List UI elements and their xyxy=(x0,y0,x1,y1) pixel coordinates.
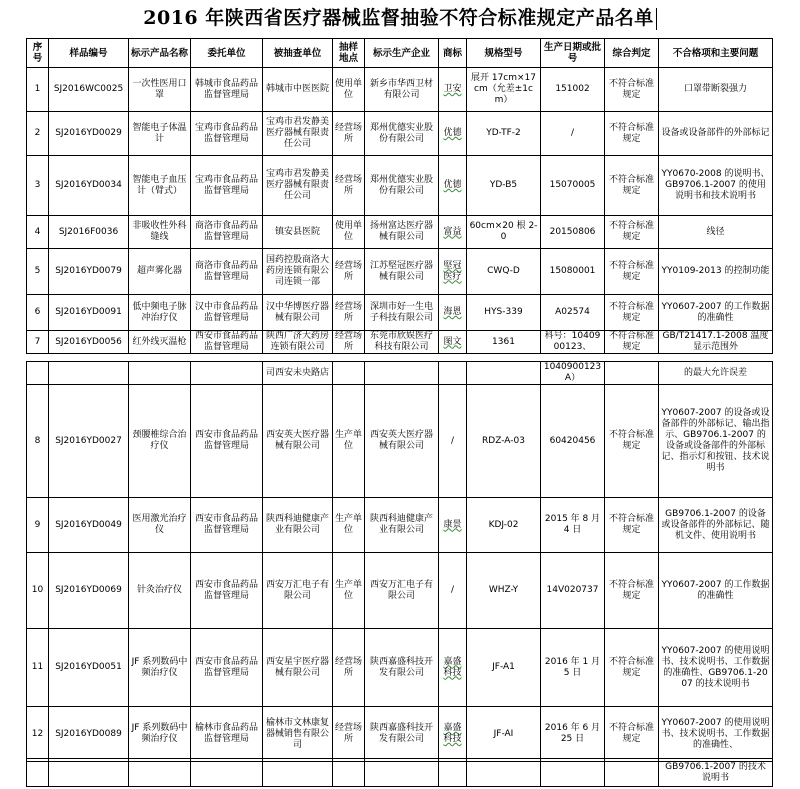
cell-verdict: 不符合标准规定 xyxy=(605,156,659,216)
cell-spec: RDZ-A-03 xyxy=(467,385,541,498)
cell-spec: WHZ-Y xyxy=(467,553,541,629)
cell-inspected: 西安星宇医疗器械有限公司 xyxy=(263,629,333,707)
cell-client: 韩城市食品药品监督管理局 xyxy=(191,68,263,112)
cell-issue: GB9706.1-2007 的技术说明书 xyxy=(659,759,773,787)
cell-brand: 嘉盛科技 xyxy=(439,629,467,707)
cell-inspected: 宝鸡市君发静美医疗器械有限责任公司 xyxy=(263,112,333,156)
cell-date: 2016 年 6 月 25 日 xyxy=(541,707,605,762)
cell-brand xyxy=(439,759,467,787)
table-row xyxy=(27,759,773,787)
cell-verdict: 不符合标准规定 xyxy=(605,498,659,553)
cell-place: 经营场所 xyxy=(333,295,365,331)
col-header: 标示产品名称 xyxy=(129,39,191,68)
cell-place: 生产单位 xyxy=(333,498,365,553)
cell-maker: 西安万汇电子有限公司 xyxy=(365,553,439,629)
cell-maker: 陕西嘉盛科技开发有限公司 xyxy=(365,707,439,762)
cell-spec: KDJ-02 xyxy=(467,498,541,553)
cell-maker: 东莞市欣娱医疗科技有限公司 xyxy=(365,331,439,354)
col-header: 综合判定 xyxy=(605,39,659,68)
table-row xyxy=(27,362,773,385)
cell-maker: 深圳市好一生电子科技有限公司 xyxy=(365,295,439,331)
cell-inspected xyxy=(263,759,333,787)
cell-date: 2015 年 8 月 4 日 xyxy=(541,498,605,553)
cell-issue: 线径 xyxy=(659,216,773,249)
cell-place: 经营场所 xyxy=(333,112,365,156)
table-row xyxy=(27,68,773,112)
cell-no: 6 xyxy=(27,295,49,331)
cell-name xyxy=(129,362,191,385)
cell-inspected: 榆林市文林康复器械销售有限公司 xyxy=(263,707,333,762)
cell-spec: 60cm×20 根 2-0 xyxy=(467,216,541,249)
col-header: 商标 xyxy=(439,39,467,68)
cell-verdict: 不符合标准规定 xyxy=(605,249,659,295)
col-header: 标示生产企业 xyxy=(365,39,439,68)
cell-issue: 设备或设备部件的外部标记 xyxy=(659,112,773,156)
cell-id: SJ2016YD0069 xyxy=(49,553,129,629)
cell-brand: 海恩 xyxy=(439,295,467,331)
cell-maker: 西安英大医疗器械有限公司 xyxy=(365,385,439,498)
cell-spec: JF-A1 xyxy=(467,629,541,707)
cell-name: 针灸治疗仪 xyxy=(129,553,191,629)
cell-place: 经营场所 xyxy=(333,629,365,707)
cell-spec: JF-AI xyxy=(467,707,541,762)
cell-issue: 口罩带断裂强力 xyxy=(659,68,773,112)
cell-issue: YY0607-2007 的工作数据的准确性 xyxy=(659,553,773,629)
cell-maker xyxy=(365,759,439,787)
cell-name: 颈腰椎综合治疗仪 xyxy=(129,385,191,498)
cell-issue: GB/T21417.1-2008 温度显示范围外 xyxy=(659,331,773,354)
cell-date: 2016 年 1 月 5 日 xyxy=(541,629,605,707)
cell-name: 红外线灭温枪 xyxy=(129,331,191,354)
table-row xyxy=(27,216,773,249)
col-header: 样品编号 xyxy=(49,39,129,68)
cell-client: 商洛市食品药品监督管理局 xyxy=(191,216,263,249)
cell-date: 科号：1040900123、 xyxy=(541,331,605,354)
cell-client: 榆林市食品药品监督管理局 xyxy=(191,707,263,762)
header-row xyxy=(27,39,773,68)
cell-place: 经营场所 xyxy=(333,331,365,354)
table-row xyxy=(27,112,773,156)
cell-maker: 陕西科迪健康产业有限公司 xyxy=(365,498,439,553)
cell-id: SJ2016WC0025 xyxy=(49,68,129,112)
cell-name: 超声雾化器 xyxy=(129,249,191,295)
cell-place: 经营场所 xyxy=(333,249,365,295)
cell-name: 医用激光治疗仪 xyxy=(129,498,191,553)
cell-no: 4 xyxy=(27,216,49,249)
cell-name: JF 系列数码中频治疗仪 xyxy=(129,629,191,707)
cell-verdict: 不符合标准规定 xyxy=(605,216,659,249)
cell-id: SJ2016YD0029 xyxy=(49,112,129,156)
table-row xyxy=(27,331,773,354)
cell-issue: YY0607-2007 的使用说明书、技术说明书、工作数据的准确性、GB9706.1-2007 的技术说明书 xyxy=(659,629,773,707)
cell-place: 生产单位 xyxy=(333,385,365,498)
cell-no: 7 xyxy=(27,331,49,354)
cell-verdict: 不符合标准规定 xyxy=(605,629,659,707)
cell-brand: / xyxy=(439,385,467,498)
cell-issue: GB9706.1-2007 的设备或设备部件的外部标记、随机文件、使用说明书 xyxy=(659,498,773,553)
cell-brand xyxy=(439,362,467,385)
title-text: 2016 年陕西省医疗器械监督抽验不符合标准规定产品名单 xyxy=(143,7,654,29)
cell-id: SJ2016F0036 xyxy=(49,216,129,249)
cell-no: 11 xyxy=(27,629,49,707)
cell-brand: 卫安 xyxy=(439,68,467,112)
cell-client xyxy=(191,759,263,787)
cell-id: SJ2016YD0034 xyxy=(49,156,129,216)
cell-client: 商洛市食品药品监督管理局 xyxy=(191,249,263,295)
cell-verdict: 不符合标准规定 xyxy=(605,331,659,354)
cell-brand: 康景 xyxy=(439,498,467,553)
col-header: 委托单位 xyxy=(191,39,263,68)
cell-issue: YY0607-2007 的工作数据的准确性 xyxy=(659,295,773,331)
table-row xyxy=(27,707,773,762)
cell-spec xyxy=(467,759,541,787)
cell-inspected: 陕西科迪健康产业有限公司 xyxy=(263,498,333,553)
cell-client: 西安市食品药品监督管理局 xyxy=(191,385,263,498)
product-table-page-2 xyxy=(26,361,773,762)
cell-date: 15080001 xyxy=(541,249,605,295)
cell-place xyxy=(333,362,365,385)
cell-issue: YY0607-2007 的使用说明书、技术说明书、工作数据的准确性、 xyxy=(659,707,773,762)
col-header: 被抽查单位 xyxy=(263,39,333,68)
col-header: 规格型号 xyxy=(467,39,541,68)
cell-inspected: 西安万汇电子有限公司 xyxy=(263,553,333,629)
cell-inspected: 韩城市中医医院 xyxy=(263,68,333,112)
cell-name: 非吸收性外科缝线 xyxy=(129,216,191,249)
cell-date: 1040900123A） xyxy=(541,362,605,385)
cell-id: SJ2016YD0051 xyxy=(49,629,129,707)
table-row xyxy=(27,629,773,707)
cell-client: 汉中市食品药品监督管理局 xyxy=(191,295,263,331)
cell-spec: 展开 17cm×17cm（允差±1cm） xyxy=(467,68,541,112)
cell-inspected: 镇安县医院 xyxy=(263,216,333,249)
cell-id xyxy=(49,759,129,787)
cell-brand: 嘉盛科技 xyxy=(439,707,467,762)
cell-name: 智能电子体温计 xyxy=(129,112,191,156)
cell-maker: 扬州富达医疗器械有限公司 xyxy=(365,216,439,249)
cell-name: JF 系列数码中频治疗仪 xyxy=(129,707,191,762)
cell-issue: 的最大允许误差 xyxy=(659,362,773,385)
cell-name xyxy=(129,759,191,787)
cell-spec: HYS-339 xyxy=(467,295,541,331)
cell-place: 使用单位 xyxy=(333,216,365,249)
cell-inspected: 国药控股商洛大药房连锁有限公司连锁一部 xyxy=(263,249,333,295)
cell-verdict: 不符合标准规定 xyxy=(605,68,659,112)
cell-name: 低中频电子脉冲治疗仪 xyxy=(129,295,191,331)
product-table-page-1 xyxy=(26,38,773,354)
cell-brand: 优德 xyxy=(439,156,467,216)
table-row xyxy=(27,553,773,629)
product-table-page-3 xyxy=(26,758,773,787)
cell-maker: 新乡市华西卫材有限公司 xyxy=(365,68,439,112)
col-header: 序号 xyxy=(27,39,49,68)
cell-no: 1 xyxy=(27,68,49,112)
cell-date: 20150806 xyxy=(541,216,605,249)
cell-date: 151002 xyxy=(541,68,605,112)
cell-inspected: 宝鸡市君发静美医疗器械有限责任公司 xyxy=(263,156,333,216)
cell-issue: YY0670-2008 的说明书、GB9706.1-2007 的使用说明书和技术说明书 xyxy=(659,156,773,216)
col-header: 抽样地点 xyxy=(333,39,365,68)
cell-no: 5 xyxy=(27,249,49,295)
cell-date xyxy=(541,759,605,787)
cell-brand: / xyxy=(439,553,467,629)
cell-verdict xyxy=(605,759,659,787)
cell-issue: YY0607-2007 的设备或设备部件的外部标记、输出指示、GB9706.1-2007 的设备或设备部件的外部标记、指示灯和按钮、技术说明书 xyxy=(659,385,773,498)
text-cursor xyxy=(656,8,657,30)
cell-id: SJ2016YD0089 xyxy=(49,707,129,762)
cell-name: 一次性医用口罩 xyxy=(129,68,191,112)
cell-inspected: 西安英大医疗器械有限公司 xyxy=(263,385,333,498)
cell-date: 14V020737 xyxy=(541,553,605,629)
cell-place: 生产单位 xyxy=(333,553,365,629)
cell-client: 西安市食品药品监督管理局 xyxy=(191,553,263,629)
cell-spec: YD-TF-2 xyxy=(467,112,541,156)
cell-id: SJ2016YD0091 xyxy=(49,295,129,331)
cell-id: SJ2016YD0049 xyxy=(49,498,129,553)
table-row xyxy=(27,385,773,498)
cell-spec xyxy=(467,362,541,385)
table-row xyxy=(27,156,773,216)
cell-date: / xyxy=(541,112,605,156)
document-title xyxy=(0,4,800,32)
cell-client: 宝鸡市食品药品监督管理局 xyxy=(191,156,263,216)
cell-place: 经营场所 xyxy=(333,156,365,216)
cell-client: 宝鸡市食品药品监督管理局 xyxy=(191,112,263,156)
cell-brand: 堅冠医疗 xyxy=(439,249,467,295)
cell-verdict: 不符合标准规定 xyxy=(605,385,659,498)
cell-no: 12 xyxy=(27,707,49,762)
cell-name: 智能电子血压计（臂式） xyxy=(129,156,191,216)
cell-maker: 江苏堅冠医疗器械有限公司 xyxy=(365,249,439,295)
cell-client: 西安市食品药品监督管理局 xyxy=(191,498,263,553)
cell-brand: 富益 xyxy=(439,216,467,249)
cell-spec: 1361 xyxy=(467,331,541,354)
cell-verdict: 不符合标准规定 xyxy=(605,112,659,156)
cell-brand: 优德 xyxy=(439,112,467,156)
cell-verdict: 不符合标准规定 xyxy=(605,553,659,629)
cell-maker: 郑州优德实业股份有限公司 xyxy=(365,156,439,216)
cell-client: 西安市食品药品监督管理局 xyxy=(191,629,263,707)
cell-id: SJ2016YD0079 xyxy=(49,249,129,295)
cell-date: A02574 xyxy=(541,295,605,331)
cell-inspected: 汉中华博医疗器械有限公司 xyxy=(263,295,333,331)
cell-date: 15070005 xyxy=(541,156,605,216)
cell-maker: 郑州优德实业股份有限公司 xyxy=(365,112,439,156)
cell-id: SJ2016YD0027 xyxy=(49,385,129,498)
cell-place: 经营场所 xyxy=(333,707,365,762)
cell-no: 10 xyxy=(27,553,49,629)
cell-id: SJ2016YD0056 xyxy=(49,331,129,354)
cell-no: 2 xyxy=(27,112,49,156)
table-row xyxy=(27,295,773,331)
cell-spec: CWQ-D xyxy=(467,249,541,295)
cell-inspected: 司西安未央路店 xyxy=(263,362,333,385)
cell-spec: YD-B5 xyxy=(467,156,541,216)
cell-no: 9 xyxy=(27,498,49,553)
col-header: 不合格项和主要问题 xyxy=(659,39,773,68)
cell-verdict: 不符合标准规定 xyxy=(605,295,659,331)
cell-date: 60420456 xyxy=(541,385,605,498)
cell-no xyxy=(27,759,49,787)
table-row xyxy=(27,249,773,295)
cell-no: 3 xyxy=(27,156,49,216)
cell-brand: 图文 xyxy=(439,331,467,354)
col-header: 生产日期或批号 xyxy=(541,39,605,68)
cell-client xyxy=(191,362,263,385)
cell-verdict: 不符合标准规定 xyxy=(605,707,659,762)
cell-maker: 陕西嘉盛科技开发有限公司 xyxy=(365,629,439,707)
cell-place: 使用单位 xyxy=(333,68,365,112)
cell-verdict xyxy=(605,362,659,385)
table-row xyxy=(27,498,773,553)
cell-no: 8 xyxy=(27,385,49,498)
cell-id xyxy=(49,362,129,385)
cell-place xyxy=(333,759,365,787)
cell-issue: YY0109-2013 的控制功能 xyxy=(659,249,773,295)
cell-maker xyxy=(365,362,439,385)
cell-client: 西安市食品药品监督管理局 xyxy=(191,331,263,354)
cell-inspected: 陕西广济大药房连锁有限公司 xyxy=(263,331,333,354)
cell-no xyxy=(27,362,49,385)
